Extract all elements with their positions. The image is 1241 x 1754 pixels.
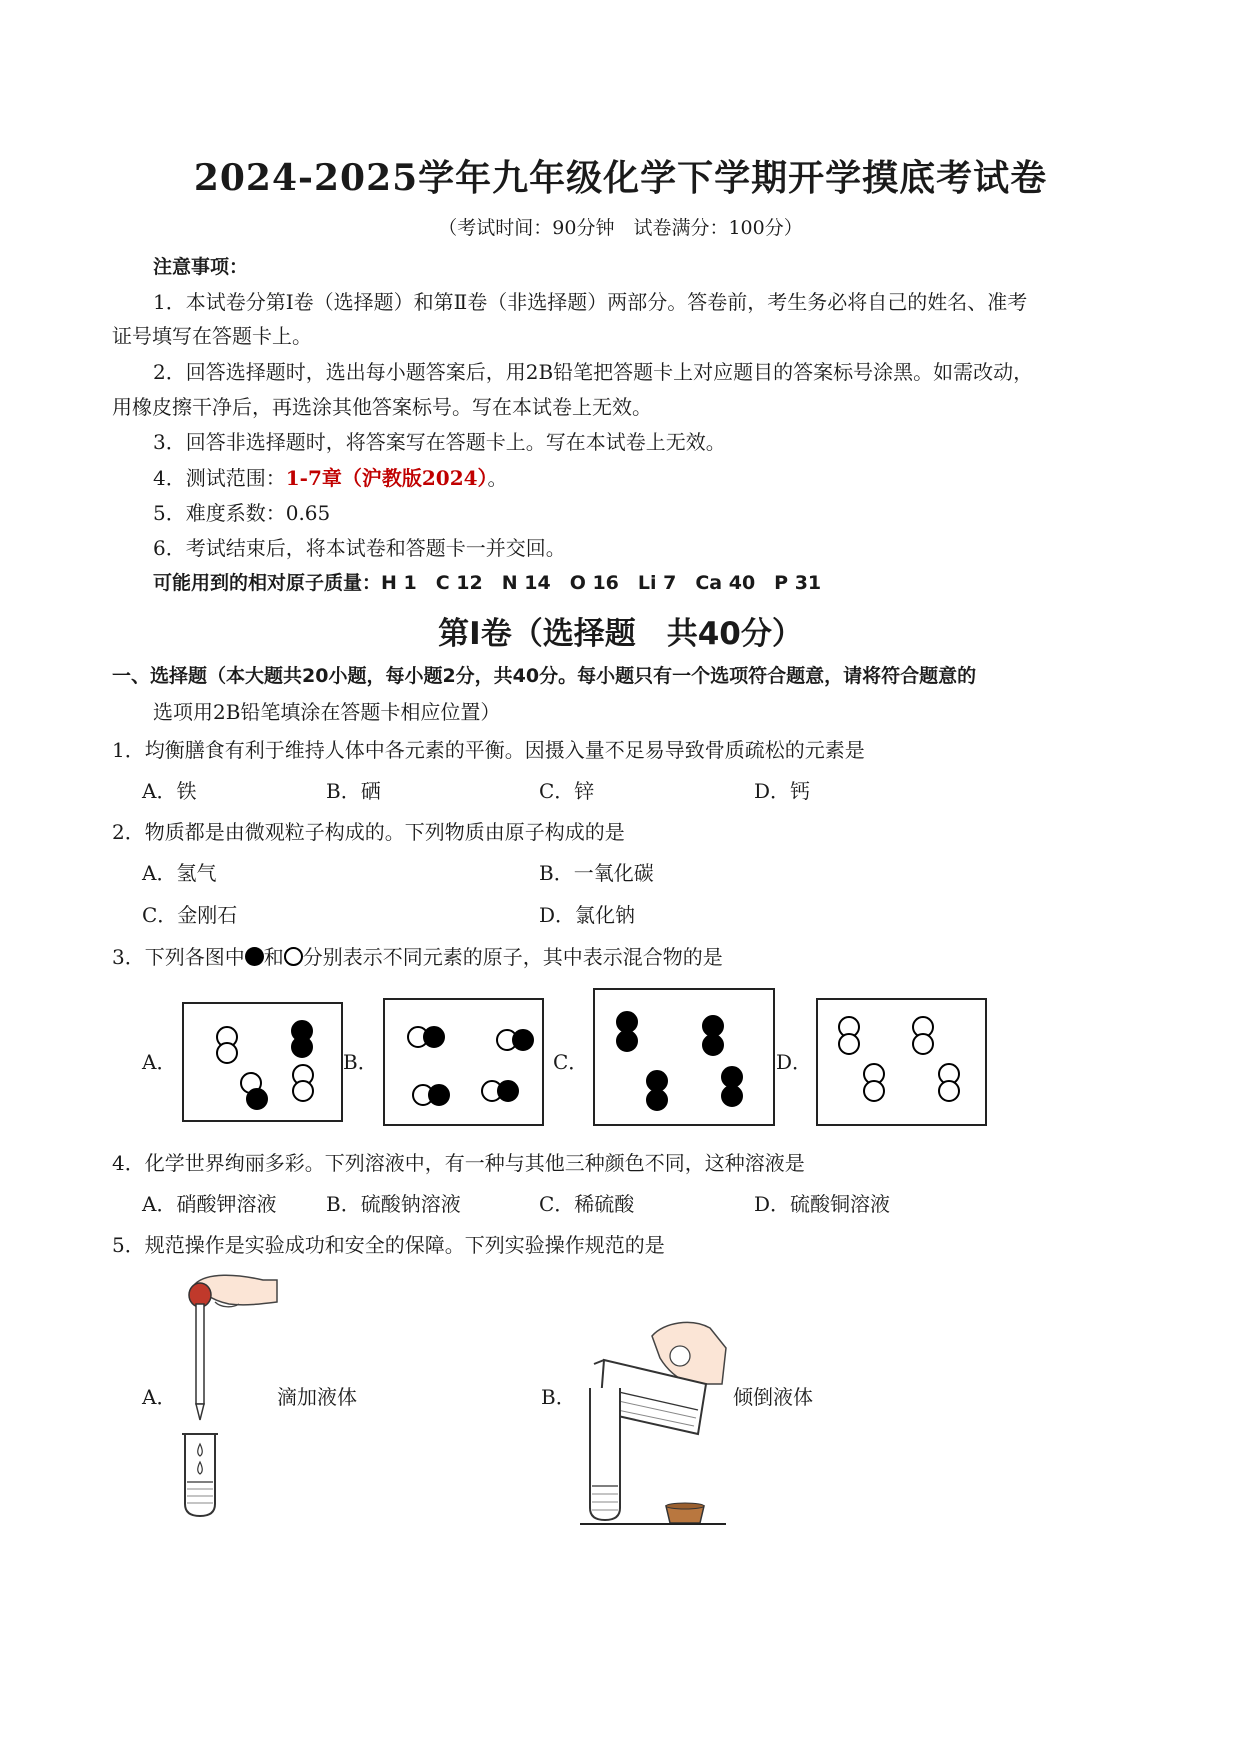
q3-stem-and: 和 xyxy=(263,945,284,969)
white-atom-icon xyxy=(284,947,303,966)
test-scope: 1-7章（沪教版2024） xyxy=(285,466,488,490)
q1-option-b[interactable]: B．硒 xyxy=(326,779,381,803)
part-one-line-2: 选项用2B铅笔填涂在答题卡相应位置） xyxy=(153,700,501,724)
part-one-line-1: 一、选择题（本大题共20小题，每小题2分，共40分。每小题只有一个选项符合题意，请将符合题意的 xyxy=(112,665,977,687)
notice-item-3: 3．回答非选择题时，将答案写在答题卡上。写在本试卷上无效。 xyxy=(153,430,726,454)
q3-stem xyxy=(112,941,723,970)
q3-option-c[interactable]: C． xyxy=(553,1050,589,1074)
q1-option-a[interactable]: A．铁 xyxy=(142,779,197,803)
notice-item-6: 6．考试结束后，将本试卷和答题卡一并交回。 xyxy=(153,536,566,560)
q4-stem: 4．化学世界绚丽多彩。下列溶液中，有一种与其他三种颜色不同，这种溶液是 xyxy=(112,1151,805,1175)
dropper-test-tube-illustration xyxy=(175,1268,285,1518)
section-title: 第Ⅰ卷（选择题 共40分） xyxy=(438,616,803,652)
notice-item-2b: 用橡皮擦干净后，再选涂其他答案标号。写在本试卷上无效。 xyxy=(112,395,652,419)
q4-option-d[interactable]: D．硫酸铜溶液 xyxy=(754,1192,891,1216)
q1-option-d[interactable]: D．钙 xyxy=(754,779,811,803)
page-title: 2024-2025学年九年级化学下学期开学摸底考试卷 xyxy=(193,157,1048,199)
q5-option-b[interactable]: B． xyxy=(541,1385,576,1409)
q3-figure-c[interactable] xyxy=(593,988,775,1126)
q2-option-d[interactable]: D．氯化钠 xyxy=(539,903,636,927)
notice-item-4-suffix: 。 xyxy=(487,466,508,490)
q3-figure-d[interactable] xyxy=(816,998,987,1126)
q4-option-c[interactable]: C．稀硫酸 xyxy=(539,1192,635,1216)
q4-option-a[interactable]: A．硝酸钾溶液 xyxy=(142,1192,277,1216)
q3-figure-d-atoms xyxy=(818,1000,985,1124)
q2-stem: 2．物质都是由微观粒子构成的。下列物质由原子构成的是 xyxy=(112,820,625,844)
black-atom-icon xyxy=(245,947,264,966)
q5-option-b-caption: 倾倒液体 xyxy=(733,1385,813,1409)
q5-option-a-caption: 滴加液体 xyxy=(277,1385,357,1409)
q3-option-d[interactable]: D． xyxy=(776,1050,813,1074)
atomic-masses: 可能用到的相对原子质量：H 1 C 12 N 14 O 16 Li 7 Ca 40 P 31 xyxy=(153,572,822,594)
notice-item-2a: 2．回答选择题时，选出每小题答案后，用2B铅笔把答题卡上对应题目的答案标号涂黑。如需改动， xyxy=(153,360,1034,384)
notice-item-1b: 证号填写在答题卡上。 xyxy=(112,324,312,348)
q3-figure-a[interactable] xyxy=(182,1002,343,1122)
q3-option-b[interactable]: B． xyxy=(343,1050,378,1074)
q2-option-b[interactable]: B．一氧化碳 xyxy=(539,861,654,885)
q4-option-b[interactable]: B．硫酸钠溶液 xyxy=(326,1192,461,1216)
q3-figure-c-atoms xyxy=(595,990,773,1124)
q3-option-a[interactable]: A． xyxy=(142,1050,177,1074)
q2-option-c[interactable]: C．金刚石 xyxy=(142,903,238,927)
q3-stem-end: 分别表示不同元素的原子，其中表示混合物的是 xyxy=(302,945,723,969)
notice-heading: 注意事项： xyxy=(153,256,249,278)
q5-option-a[interactable]: A． xyxy=(142,1385,177,1409)
exam-info: （考试时间：90分钟 试卷满分：100分） xyxy=(438,217,803,239)
q3-figure-b[interactable] xyxy=(383,998,544,1126)
notice-item-1a: 1．本试卷分第Ⅰ卷（选择题）和第Ⅱ卷（非选择题）两部分。答卷前，考生务必将自己的姓名、准考 xyxy=(153,290,1028,314)
q1-option-c[interactable]: C．锌 xyxy=(539,779,595,803)
q3-figure-a-atoms xyxy=(184,1004,341,1120)
q5-stem: 5．规范操作是实验成功和安全的保障。下列实验操作规范的是 xyxy=(112,1233,665,1257)
pouring-liquid-illustration xyxy=(580,1318,730,1528)
q1-stem: 1．均衡膳食有利于维持人体中各元素的平衡。因摄入量不足易导致骨质疏松的元素是 xyxy=(112,738,865,762)
notice-item-4-prefix: 4．测试范围： xyxy=(153,466,286,490)
notice-item-4 xyxy=(153,462,508,491)
q2-option-a[interactable]: A．氢气 xyxy=(142,861,217,885)
q3-stem-start: 3．下列各图中 xyxy=(112,945,245,969)
notice-item-5: 5．难度系数：0.65 xyxy=(153,501,331,525)
q3-figure-b-atoms xyxy=(385,1000,542,1124)
